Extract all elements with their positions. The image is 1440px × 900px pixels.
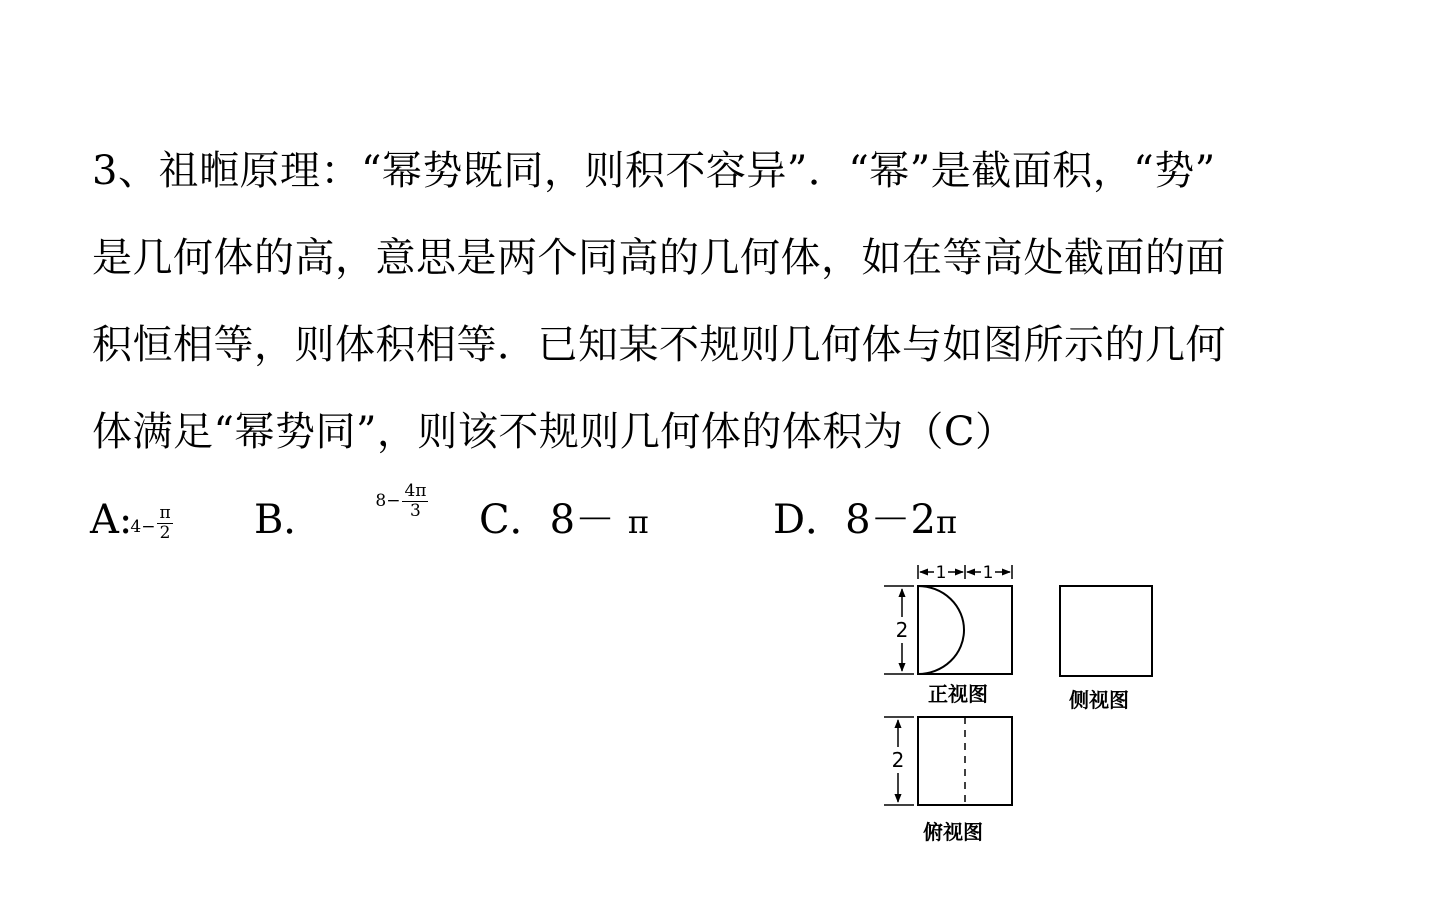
option-a-prefix: 4− <box>130 517 156 537</box>
side-view <box>1060 586 1152 712</box>
three-view-figure <box>870 555 1170 859</box>
option-c[interactable] <box>479 494 649 548</box>
three-view-drawing <box>870 555 1170 855</box>
option-b-fraction <box>402 482 428 521</box>
front-dim-left: 1 <box>935 563 947 583</box>
option-c-expression: 8－ <box>549 497 616 543</box>
question-text <box>92 128 1322 476</box>
option-b-label: B． <box>254 497 324 543</box>
side-view-caption: 侧视图 <box>1069 688 1129 712</box>
option-c-pi: π <box>627 503 649 541</box>
option-d-expression: 8－2 <box>845 497 936 543</box>
option-b-expression <box>375 475 430 521</box>
option-d[interactable] <box>773 494 957 548</box>
front-view <box>884 563 1012 706</box>
option-b-denominator: 3 <box>410 500 421 521</box>
front-dim-height: 2 <box>895 618 909 642</box>
front-view-semicircle <box>918 586 964 674</box>
option-c-label: C． <box>479 497 550 543</box>
top-view <box>884 717 1012 844</box>
side-view-rect <box>1060 586 1152 676</box>
front-dim-right: 1 <box>982 563 994 583</box>
option-a[interactable] <box>90 494 175 549</box>
front-view-caption: 正视图 <box>928 682 988 706</box>
question-line-3: 积恒相等，则体积相等．已知某不规则几何体与如图所示的几何 <box>92 322 1226 368</box>
question-line-1: 3、祖暅原理：“幂势既同，则积不容异”．“幂”是截面积，“势” <box>92 148 1216 194</box>
option-a-fraction <box>157 504 172 543</box>
option-d-label: D． <box>773 497 846 543</box>
top-dim-height: 2 <box>891 748 905 772</box>
question-line-4: 体满足“幂势同”，则该不规则几何体的体积为（C） <box>92 409 1016 455</box>
option-b-prefix: 8− <box>375 491 401 511</box>
option-a-denominator: 2 <box>159 522 171 543</box>
option-a-numerator: π <box>159 502 171 523</box>
question-line-2: 是几何体的高，意思是两个同高的几何体，如在等高处截面的面 <box>92 235 1226 281</box>
option-d-pi: π <box>935 503 958 541</box>
option-b-numerator: 4π <box>404 480 427 501</box>
top-view-caption: 俯视图 <box>923 820 983 844</box>
option-a-label: A: <box>90 497 133 543</box>
